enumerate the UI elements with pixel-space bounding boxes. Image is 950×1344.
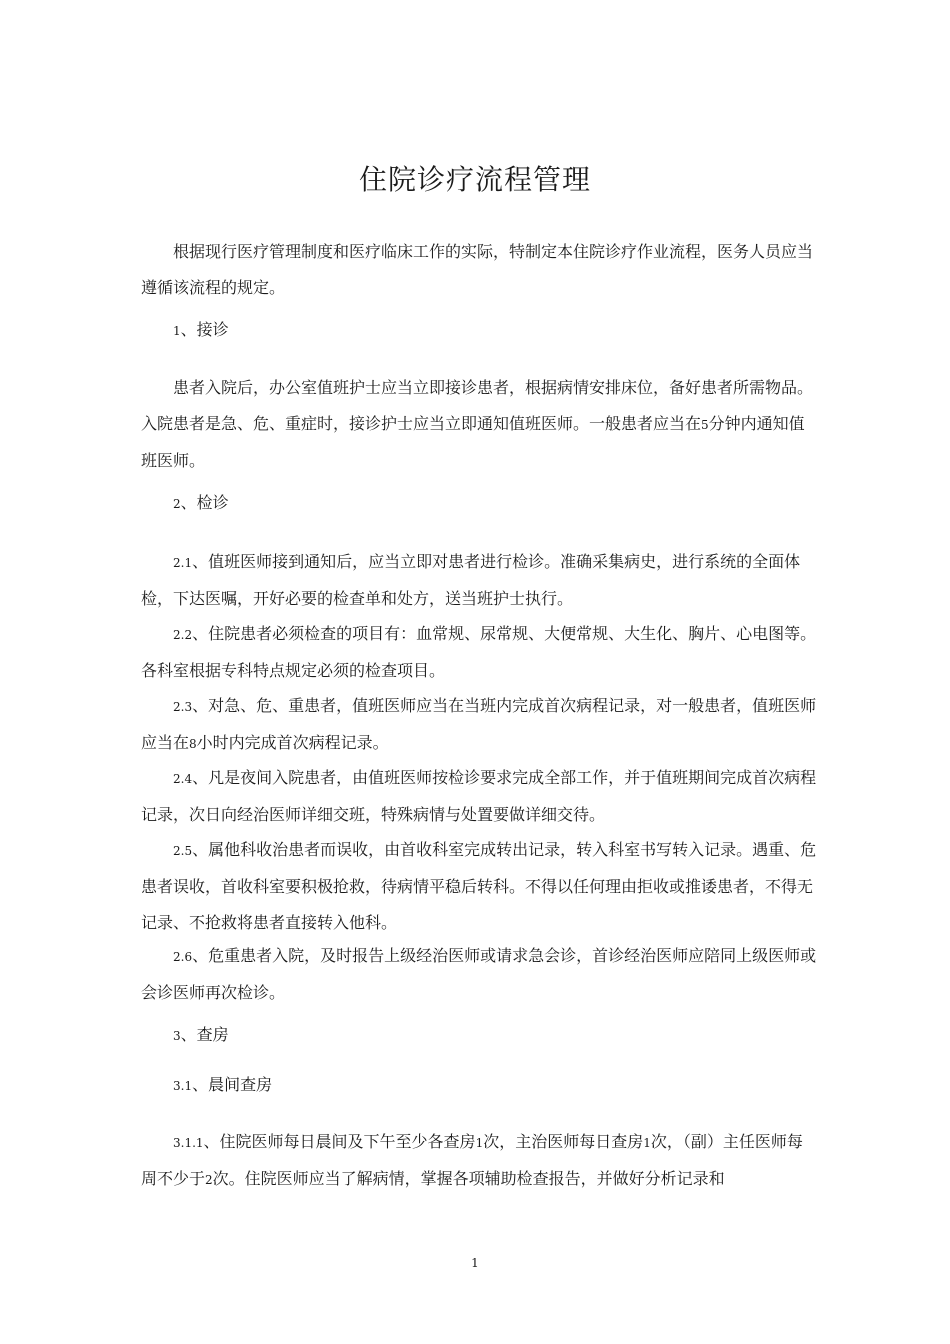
section-3-heading	[141, 1017, 817, 1054]
paragraph-3-1-1	[141, 1124, 817, 1198]
intro-paragraph	[141, 234, 817, 306]
paragraph-text: 患者入院后，办公室值班护士应当立即接诊患者，根据病情安排床位，备好患者所需物品。入院患者是急、危、重症时，接诊护士应当立即通知值班医师。一般患者应当在	[141, 378, 814, 433]
intro-text: 根据现行医疗管理制度和医疗临床工作的实际，特制定本住院诊疗作业流程，医务人员应当遵循该流程的规定。	[141, 242, 814, 297]
paragraph-text: 、住院患者必须检查的项目有：血常规、尿常规、大便常规、大生化、胸片、心电图等。各科室根据专科特点规定必须的检查项目。	[141, 624, 817, 680]
paragraph-text: 、对急、危、重患者，值班医师应当在当班内完成首次病程记录，对一般患者，值班医师应当在	[141, 696, 817, 752]
paragraph-text: 、属他科收治患者而误收，由首收科室完成转出记录，转入科室书写转入记录。遇重、危患者误收，首收科室要积极抢救，待病情平稳后转科。不得以任何理由拒收或推诿患者，不得无记录、不抢救将患者直接转入他科。	[141, 840, 817, 932]
section-2-heading	[141, 485, 817, 522]
section-title: 、检诊	[180, 493, 229, 512]
paragraph-text: 次，主治医师每日查房	[483, 1132, 644, 1151]
inline-number: 1	[643, 1136, 651, 1150]
section-number: 3.1	[173, 1079, 193, 1093]
section-3-1-heading	[141, 1067, 817, 1104]
inline-number: 8	[189, 737, 197, 751]
paragraph-text: 、危重患者入院，及时报告上级经治医师或请求急会诊，首诊经治医师应陪同上级医师或会诊医师再次检诊。	[141, 946, 817, 1002]
section-number: 2	[173, 497, 181, 511]
section-title: 、查房	[180, 1025, 229, 1044]
page-number: 1	[471, 1256, 479, 1270]
paragraph-2-6	[141, 938, 817, 1011]
item-number: 2.3	[173, 700, 193, 714]
paragraph-2-4	[141, 760, 817, 833]
paragraph-2-2	[141, 616, 817, 689]
item-number: 2.1	[173, 556, 193, 570]
section-1-paragraph	[141, 370, 817, 479]
inline-number: 2	[205, 1173, 213, 1187]
item-number: 2.2	[173, 628, 193, 642]
item-number: 2.4	[173, 772, 193, 786]
paragraph-2-3	[141, 688, 817, 762]
item-number: 3.1.1	[173, 1136, 204, 1150]
section-number: 3	[173, 1029, 181, 1043]
paragraph-text: 分钟内通知值班医师。	[141, 414, 805, 470]
paragraph-text: 次，（副）主任医师每周不少于	[141, 1132, 803, 1188]
section-title: 、接诊	[180, 320, 229, 339]
paragraph-text: 次。住院医师应当了解病情，掌握各项辅助检查报告，并做好分析记录和	[212, 1169, 725, 1188]
paragraph-text: 、凡是夜间入院患者，由值班医师按检诊要求完成全部工作，并于值班期间完成首次病程记录，次日向经治医师详细交班，特殊病情与处置要做详细交待。	[141, 768, 817, 824]
inline-number: 5	[701, 418, 709, 432]
section-title: 、晨间查房	[192, 1075, 273, 1094]
item-number: 2.6	[173, 950, 193, 964]
paragraph-2-1	[141, 544, 817, 617]
paragraph-text: 、值班医师接到通知后，应当立即对患者进行检诊。准确采集病史，进行系统的全面体检，下达医嘱，开好必要的检查单和处方，送当班护士执行。	[141, 552, 801, 608]
paragraph-text: 、住院医师每日晨间及下午至少各查房	[203, 1132, 476, 1151]
section-number: 1	[173, 324, 181, 338]
page-title: 住院诊疗流程管理	[358, 163, 591, 196]
paragraph-2-5	[141, 832, 817, 941]
section-1-heading	[141, 312, 817, 349]
item-number: 2.5	[173, 844, 193, 858]
inline-number: 1	[475, 1136, 484, 1150]
paragraph-text: 小时内完成首次病程记录。	[196, 733, 389, 752]
